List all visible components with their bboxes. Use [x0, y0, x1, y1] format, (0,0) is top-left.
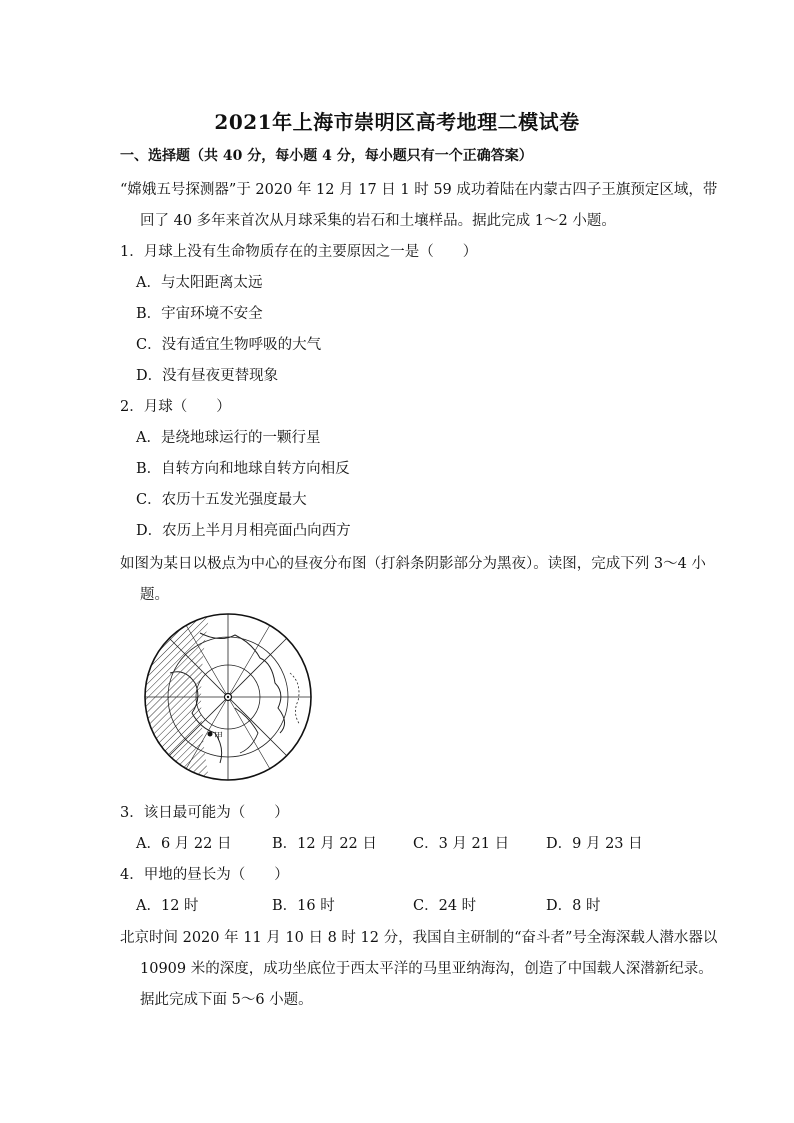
night-hatched-region — [140, 613, 210, 783]
question-3-stem: 3．该日最可能为（ ） — [120, 805, 289, 821]
location-jia-marker — [208, 732, 213, 737]
question-4-option-c: C．24 时 — [413, 898, 477, 914]
question-4-option-b: B．16 时 — [272, 898, 335, 914]
question-1-option-c: C．没有适宜生物呼吸的大气 — [136, 337, 322, 353]
question-4-option-a: A．12 时 — [136, 898, 199, 914]
question-3-option-c: C．3 月 21 日 — [413, 836, 510, 852]
question-4-option-d: D．8 时 — [546, 898, 601, 914]
passage-1-line-2: 回了 40 多年来首次从月球采集的岩石和土壤样品。据此完成 1～2 小题。 — [140, 213, 616, 229]
question-3-option-b: B．12 月 22 日 — [272, 836, 377, 852]
question-1-option-b: B．宇宙环境不安全 — [136, 306, 263, 322]
question-3-option-d: D．9 月 23 日 — [546, 836, 643, 852]
location-jia-label: 甲 — [214, 732, 224, 742]
question-1-option-d: D．没有昼夜更替现象 — [136, 368, 279, 384]
question-2-option-d: D．农历上半月月相亮面凸向西方 — [136, 523, 351, 539]
question-2-stem: 2．月球（ ） — [120, 399, 231, 415]
polar-day-night-map — [140, 613, 314, 783]
passage-3-line-3: 据此完成下面 5～6 小题。 — [140, 992, 313, 1008]
passage-3-line-2: 10909 米的深度，成功坐底位于西太平洋的马里亚纳海沟，创造了中国载人深潜新纪录。 — [140, 961, 713, 977]
passage-2-line-1: 如图为某日以极点为中心的昼夜分布图（打斜条阴影部分为黑夜）。读图，完成下列 3～4 小 — [120, 556, 706, 572]
section-heading: 一、选择题（共 40 分，每小题 4 分，每小题只有一个正确答案） — [120, 148, 533, 164]
question-2-option-b: B．自转方向和地球自转方向相反 — [136, 461, 350, 477]
question-4-stem: 4．甲地的昼长为（ ） — [120, 867, 289, 883]
question-2-option-c: C．农历十五发光强度最大 — [136, 492, 307, 508]
passage-2-line-2: 题。 — [140, 587, 169, 603]
question-3-option-a: A．6 月 22 日 — [136, 836, 232, 852]
question-1-option-a: A．与太阳距离太远 — [136, 275, 263, 291]
passage-3-line-1: 北京时间 2020 年 11 月 10 日 8 时 12 分，我国自主研制的“奋斗者”号全海深载人潜水器以 — [120, 930, 718, 946]
passage-1-line-1: “嫦娥五号探测器”于 2020 年 12 月 17 日 1 时 59 成功着陆在内蒙古四子王旗预定区域，带 — [120, 182, 718, 198]
question-1-stem: 1．月球上没有生命物质存在的主要原因之一是（ ） — [120, 244, 478, 260]
question-2-option-a: A．是绕地球运行的一颗行星 — [136, 430, 321, 446]
page-title: 2021年上海市崇明区高考地理二模试卷 — [214, 110, 580, 134]
